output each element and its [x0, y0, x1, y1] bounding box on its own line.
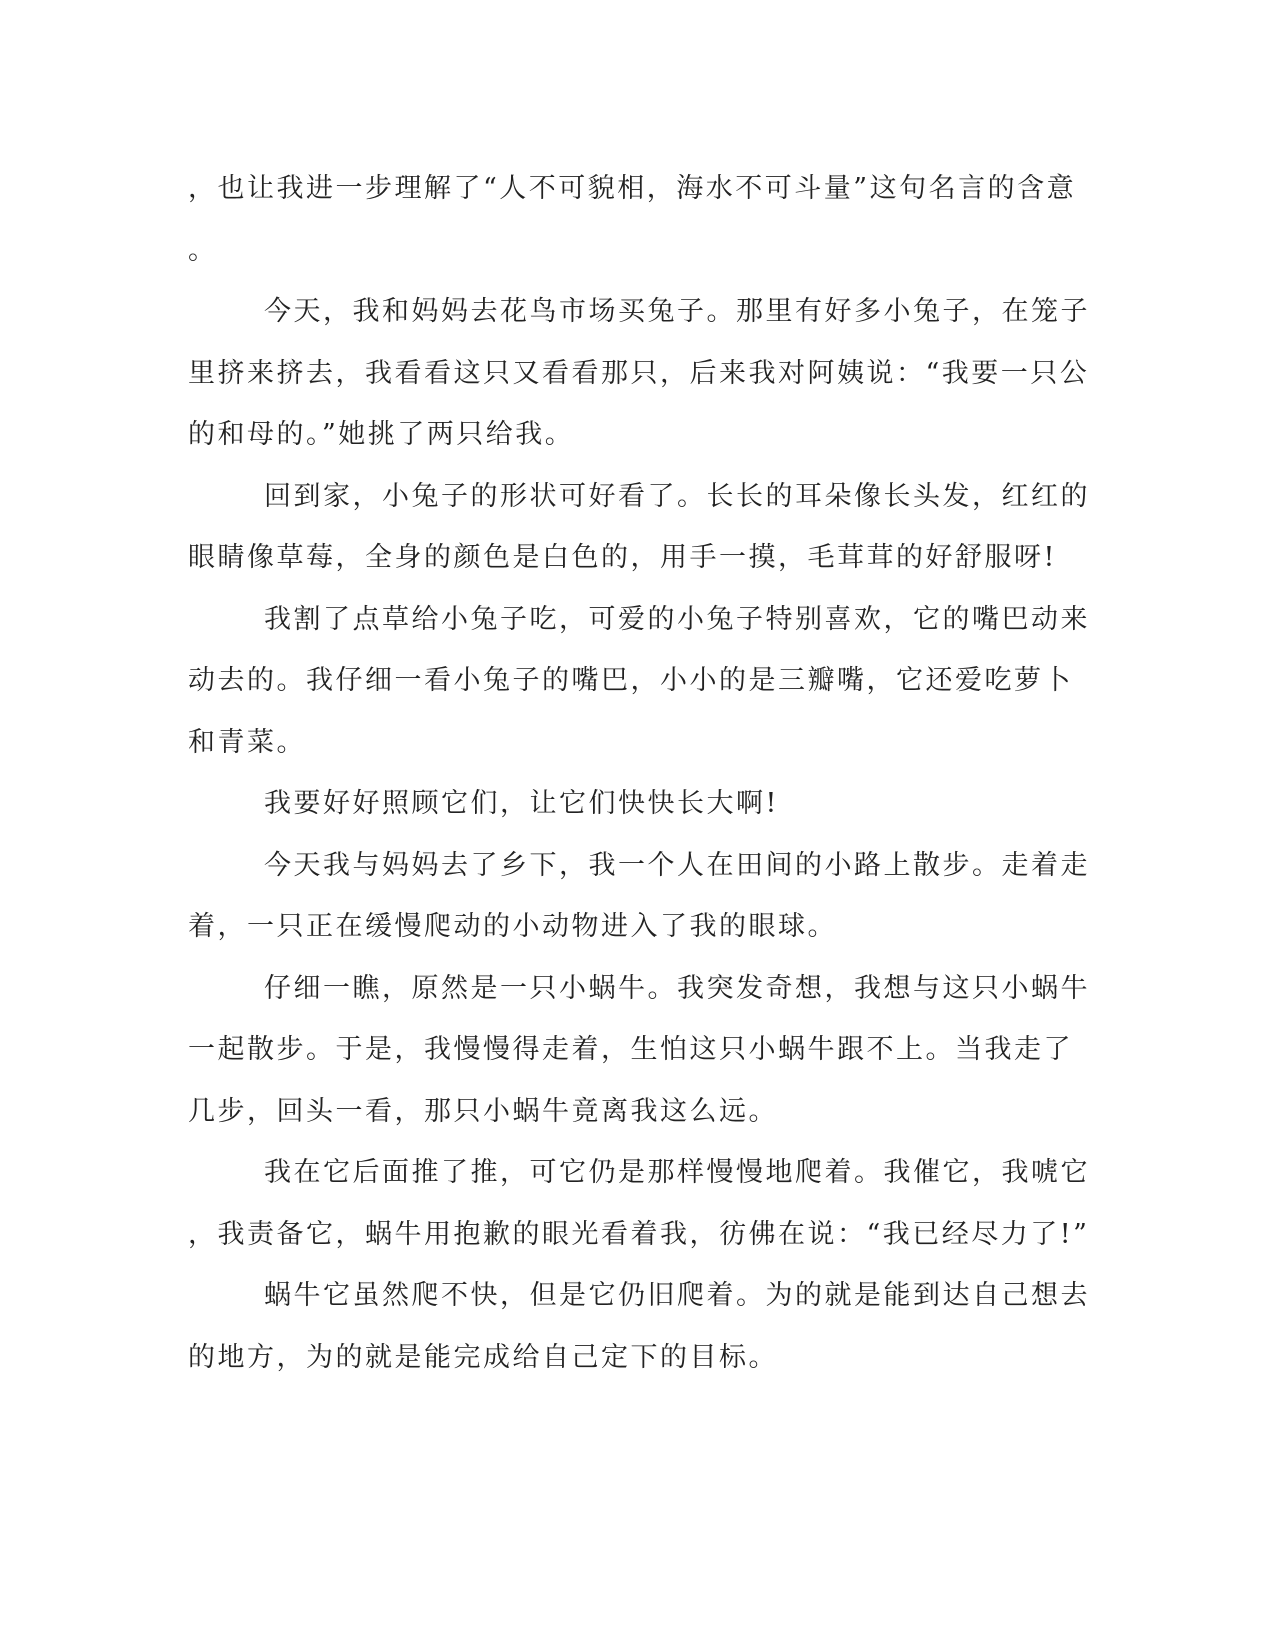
text-line: 眼睛像草莓，全身的颜色是白色的，用手一摸，毛茸茸的好舒服呀!	[188, 542, 1057, 573]
text-line: 仔细一瞧，原然是一只小蜗牛。我突发奇想，我想与这只小蜗牛	[264, 972, 1090, 1004]
text-line: 的和母的。”她挑了两只给我。	[188, 419, 575, 450]
text-line: 我在它后面推了推，可它仍是那样慢慢地爬着。我催它，我唬它	[264, 1157, 1090, 1188]
document-body	[188, 158, 1090, 1388]
text-line: 一起散步。于是，我慢慢得走着，生怕这只小蜗牛跟不上。当我走了	[188, 1034, 1073, 1065]
text-line: 蜗牛它虽然爬不快，但是它仍旧爬着。为的就是能到达自己想去	[264, 1280, 1090, 1311]
text-line: 我要好好照顾它们，让它们快快长大啊!	[264, 788, 779, 819]
text-line: 今天我与妈妈去了乡下，我一个人在田间的小路上散步。走着走	[264, 849, 1090, 881]
text-line: 。	[188, 234, 218, 266]
text-line: 动去的。我仔细一看小兔子的嘴巴，小小的是三瓣嘴，它还爱吃萝卜	[188, 665, 1073, 696]
text-line: 今天，我和妈妈去花鸟市场买兔子。那里有好多小兔子，在笼子	[264, 296, 1090, 327]
text-line: 我割了点草给小兔子吃，可爱的小兔子特别喜欢，它的嘴巴动来	[264, 603, 1090, 635]
text-line: 着，一只正在缓慢爬动的小动物进入了我的眼球。	[188, 911, 837, 942]
text-line: ，我责备它，蜗牛用抱歉的眼光看着我，彷佛在说：“我已经尽力了!”	[188, 1218, 1090, 1250]
text-line: ，也让我进一步理解了“人不可貌相，海水不可斗量”这句名言的含意	[188, 173, 1077, 204]
text-line: 的地方，为的就是能完成给自己定下的目标。	[188, 1341, 778, 1373]
text-line: 回到家，小兔子的形状可好看了。长长的耳朵像长头发，红红的	[264, 480, 1090, 512]
text-line: 里挤来挤去，我看看这只又看看那只，后来我对阿姨说：“我要一只公	[188, 357, 1090, 389]
text-line: 和青菜。	[188, 726, 306, 758]
text-line: 几步，回头一看，那只小蜗牛竟离我这么远。	[188, 1095, 778, 1127]
